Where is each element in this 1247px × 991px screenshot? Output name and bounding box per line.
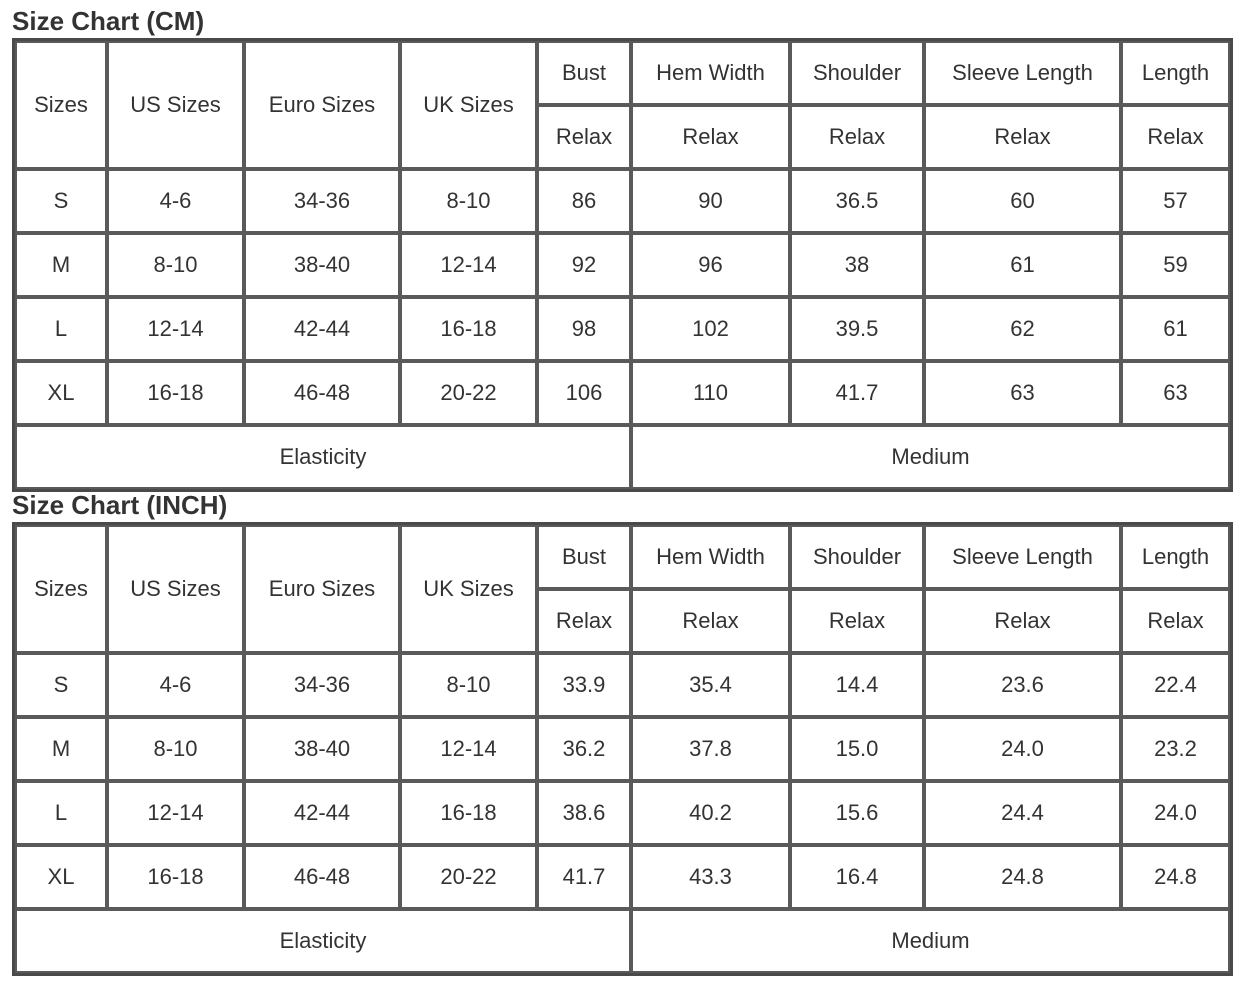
table-cell: 41.7 [790, 361, 924, 425]
table-cell: XL [15, 845, 107, 909]
header-sizes: Sizes [15, 41, 107, 169]
table-cell: XL [15, 361, 107, 425]
header-us-sizes: US Sizes [107, 41, 244, 169]
table-cell: 8-10 [400, 169, 537, 233]
table-cell: L [15, 297, 107, 361]
elasticity-value: Medium [631, 425, 1230, 489]
table-cell: 24.8 [1121, 845, 1230, 909]
table-cell: 4-6 [107, 169, 244, 233]
table-cell: 34-36 [244, 169, 400, 233]
table-cell: 42-44 [244, 297, 400, 361]
table-cell: 62 [924, 297, 1121, 361]
table-row [15, 717, 1230, 781]
table-cell: 61 [924, 233, 1121, 297]
fit-cell: Relax [1121, 105, 1230, 169]
table-cell: 24.4 [924, 781, 1121, 845]
fit-cell: Relax [790, 589, 924, 653]
table-cell: 36.5 [790, 169, 924, 233]
table-cell: 61 [1121, 297, 1230, 361]
size-chart-cm-table [12, 38, 1233, 492]
table-cell: 102 [631, 297, 790, 361]
elasticity-row [15, 909, 1230, 973]
table-cell: 12-14 [400, 717, 537, 781]
table-row [15, 781, 1230, 845]
table-cell: 40.2 [631, 781, 790, 845]
table-cell: 24.0 [1121, 781, 1230, 845]
table-cell: 86 [537, 169, 631, 233]
table-cell: 23.6 [924, 653, 1121, 717]
header-uk-sizes: UK Sizes [400, 41, 537, 169]
table-cell: 33.9 [537, 653, 631, 717]
table-cell: 59 [1121, 233, 1230, 297]
table-cell: 4-6 [107, 653, 244, 717]
table-cell: 90 [631, 169, 790, 233]
header-euro-sizes: Euro Sizes [244, 41, 400, 169]
table-cell: 57 [1121, 169, 1230, 233]
table-cell: 16.4 [790, 845, 924, 909]
table-cell: 16-18 [107, 845, 244, 909]
table-cell: 14.4 [790, 653, 924, 717]
table-cell: 38 [790, 233, 924, 297]
table-cell: S [15, 653, 107, 717]
elasticity-label: Elasticity [15, 909, 631, 973]
table-cell: M [15, 717, 107, 781]
elasticity-value: Medium [631, 909, 1230, 973]
table-cell: 12-14 [107, 297, 244, 361]
table-cell: 8-10 [400, 653, 537, 717]
table-row [15, 297, 1230, 361]
table-cell: 12-14 [107, 781, 244, 845]
table-cell: 60 [924, 169, 1121, 233]
table-cell: 42-44 [244, 781, 400, 845]
elasticity-label: Elasticity [15, 425, 631, 489]
table-cell: 37.8 [631, 717, 790, 781]
table-cell: 38-40 [244, 233, 400, 297]
table-cell: L [15, 781, 107, 845]
header-sleeve-length: Sleeve Length [924, 41, 1121, 105]
table-cell: 35.4 [631, 653, 790, 717]
header-length: Length [1121, 525, 1230, 589]
header-euro-sizes: Euro Sizes [244, 525, 400, 653]
table-row [15, 653, 1230, 717]
table-cell: 16-18 [107, 361, 244, 425]
table-cell: 20-22 [400, 845, 537, 909]
table-cell: 43.3 [631, 845, 790, 909]
size-chart-inch-table [12, 522, 1233, 976]
fit-cell: Relax [1121, 589, 1230, 653]
header-hem-width: Hem Width [631, 525, 790, 589]
size-chart-inch-title: Size Chart (INCH) [12, 490, 228, 520]
table-cell: 24.0 [924, 717, 1121, 781]
table-cell: 22.4 [1121, 653, 1230, 717]
table-cell: 34-36 [244, 653, 400, 717]
table-cell: 46-48 [244, 845, 400, 909]
table-cell: 20-22 [400, 361, 537, 425]
fit-cell: Relax [631, 105, 790, 169]
table-cell: 96 [631, 233, 790, 297]
table-cell: 16-18 [400, 781, 537, 845]
table-cell: M [15, 233, 107, 297]
table-cell: 24.8 [924, 845, 1121, 909]
table-cell: 12-14 [400, 233, 537, 297]
table-cell: 41.7 [537, 845, 631, 909]
table-cell: 63 [1121, 361, 1230, 425]
table-cell: 46-48 [244, 361, 400, 425]
header-sleeve-length: Sleeve Length [924, 525, 1121, 589]
header-us-sizes: US Sizes [107, 525, 244, 653]
table-row [15, 361, 1230, 425]
table-cell: 63 [924, 361, 1121, 425]
table-cell: 16-18 [400, 297, 537, 361]
table-cell: 15.0 [790, 717, 924, 781]
fit-cell: Relax [537, 589, 631, 653]
table-cell: 8-10 [107, 717, 244, 781]
table-cell: 38.6 [537, 781, 631, 845]
header-bust: Bust [537, 41, 631, 105]
header-row [15, 525, 1230, 589]
header-hem-width: Hem Width [631, 41, 790, 105]
header-shoulder: Shoulder [790, 525, 924, 589]
table-cell: 36.2 [537, 717, 631, 781]
table-cell: 106 [537, 361, 631, 425]
table-cell: 38-40 [244, 717, 400, 781]
fit-cell: Relax [924, 105, 1121, 169]
fit-cell: Relax [631, 589, 790, 653]
elasticity-row [15, 425, 1230, 489]
header-uk-sizes: UK Sizes [400, 525, 537, 653]
table-cell: 39.5 [790, 297, 924, 361]
table-row [15, 845, 1230, 909]
table-cell: 92 [537, 233, 631, 297]
header-sizes: Sizes [15, 525, 107, 653]
table-cell: S [15, 169, 107, 233]
table-cell: 110 [631, 361, 790, 425]
table-cell: 23.2 [1121, 717, 1230, 781]
table-cell: 98 [537, 297, 631, 361]
header-shoulder: Shoulder [790, 41, 924, 105]
header-length: Length [1121, 41, 1230, 105]
header-bust: Bust [537, 525, 631, 589]
table-row [15, 233, 1230, 297]
fit-cell: Relax [537, 105, 631, 169]
table-cell: 15.6 [790, 781, 924, 845]
size-chart-cm-title: Size Chart (CM) [12, 6, 205, 36]
fit-cell: Relax [924, 589, 1121, 653]
header-row [15, 41, 1230, 105]
fit-cell: Relax [790, 105, 924, 169]
table-cell: 8-10 [107, 233, 244, 297]
table-row [15, 169, 1230, 233]
